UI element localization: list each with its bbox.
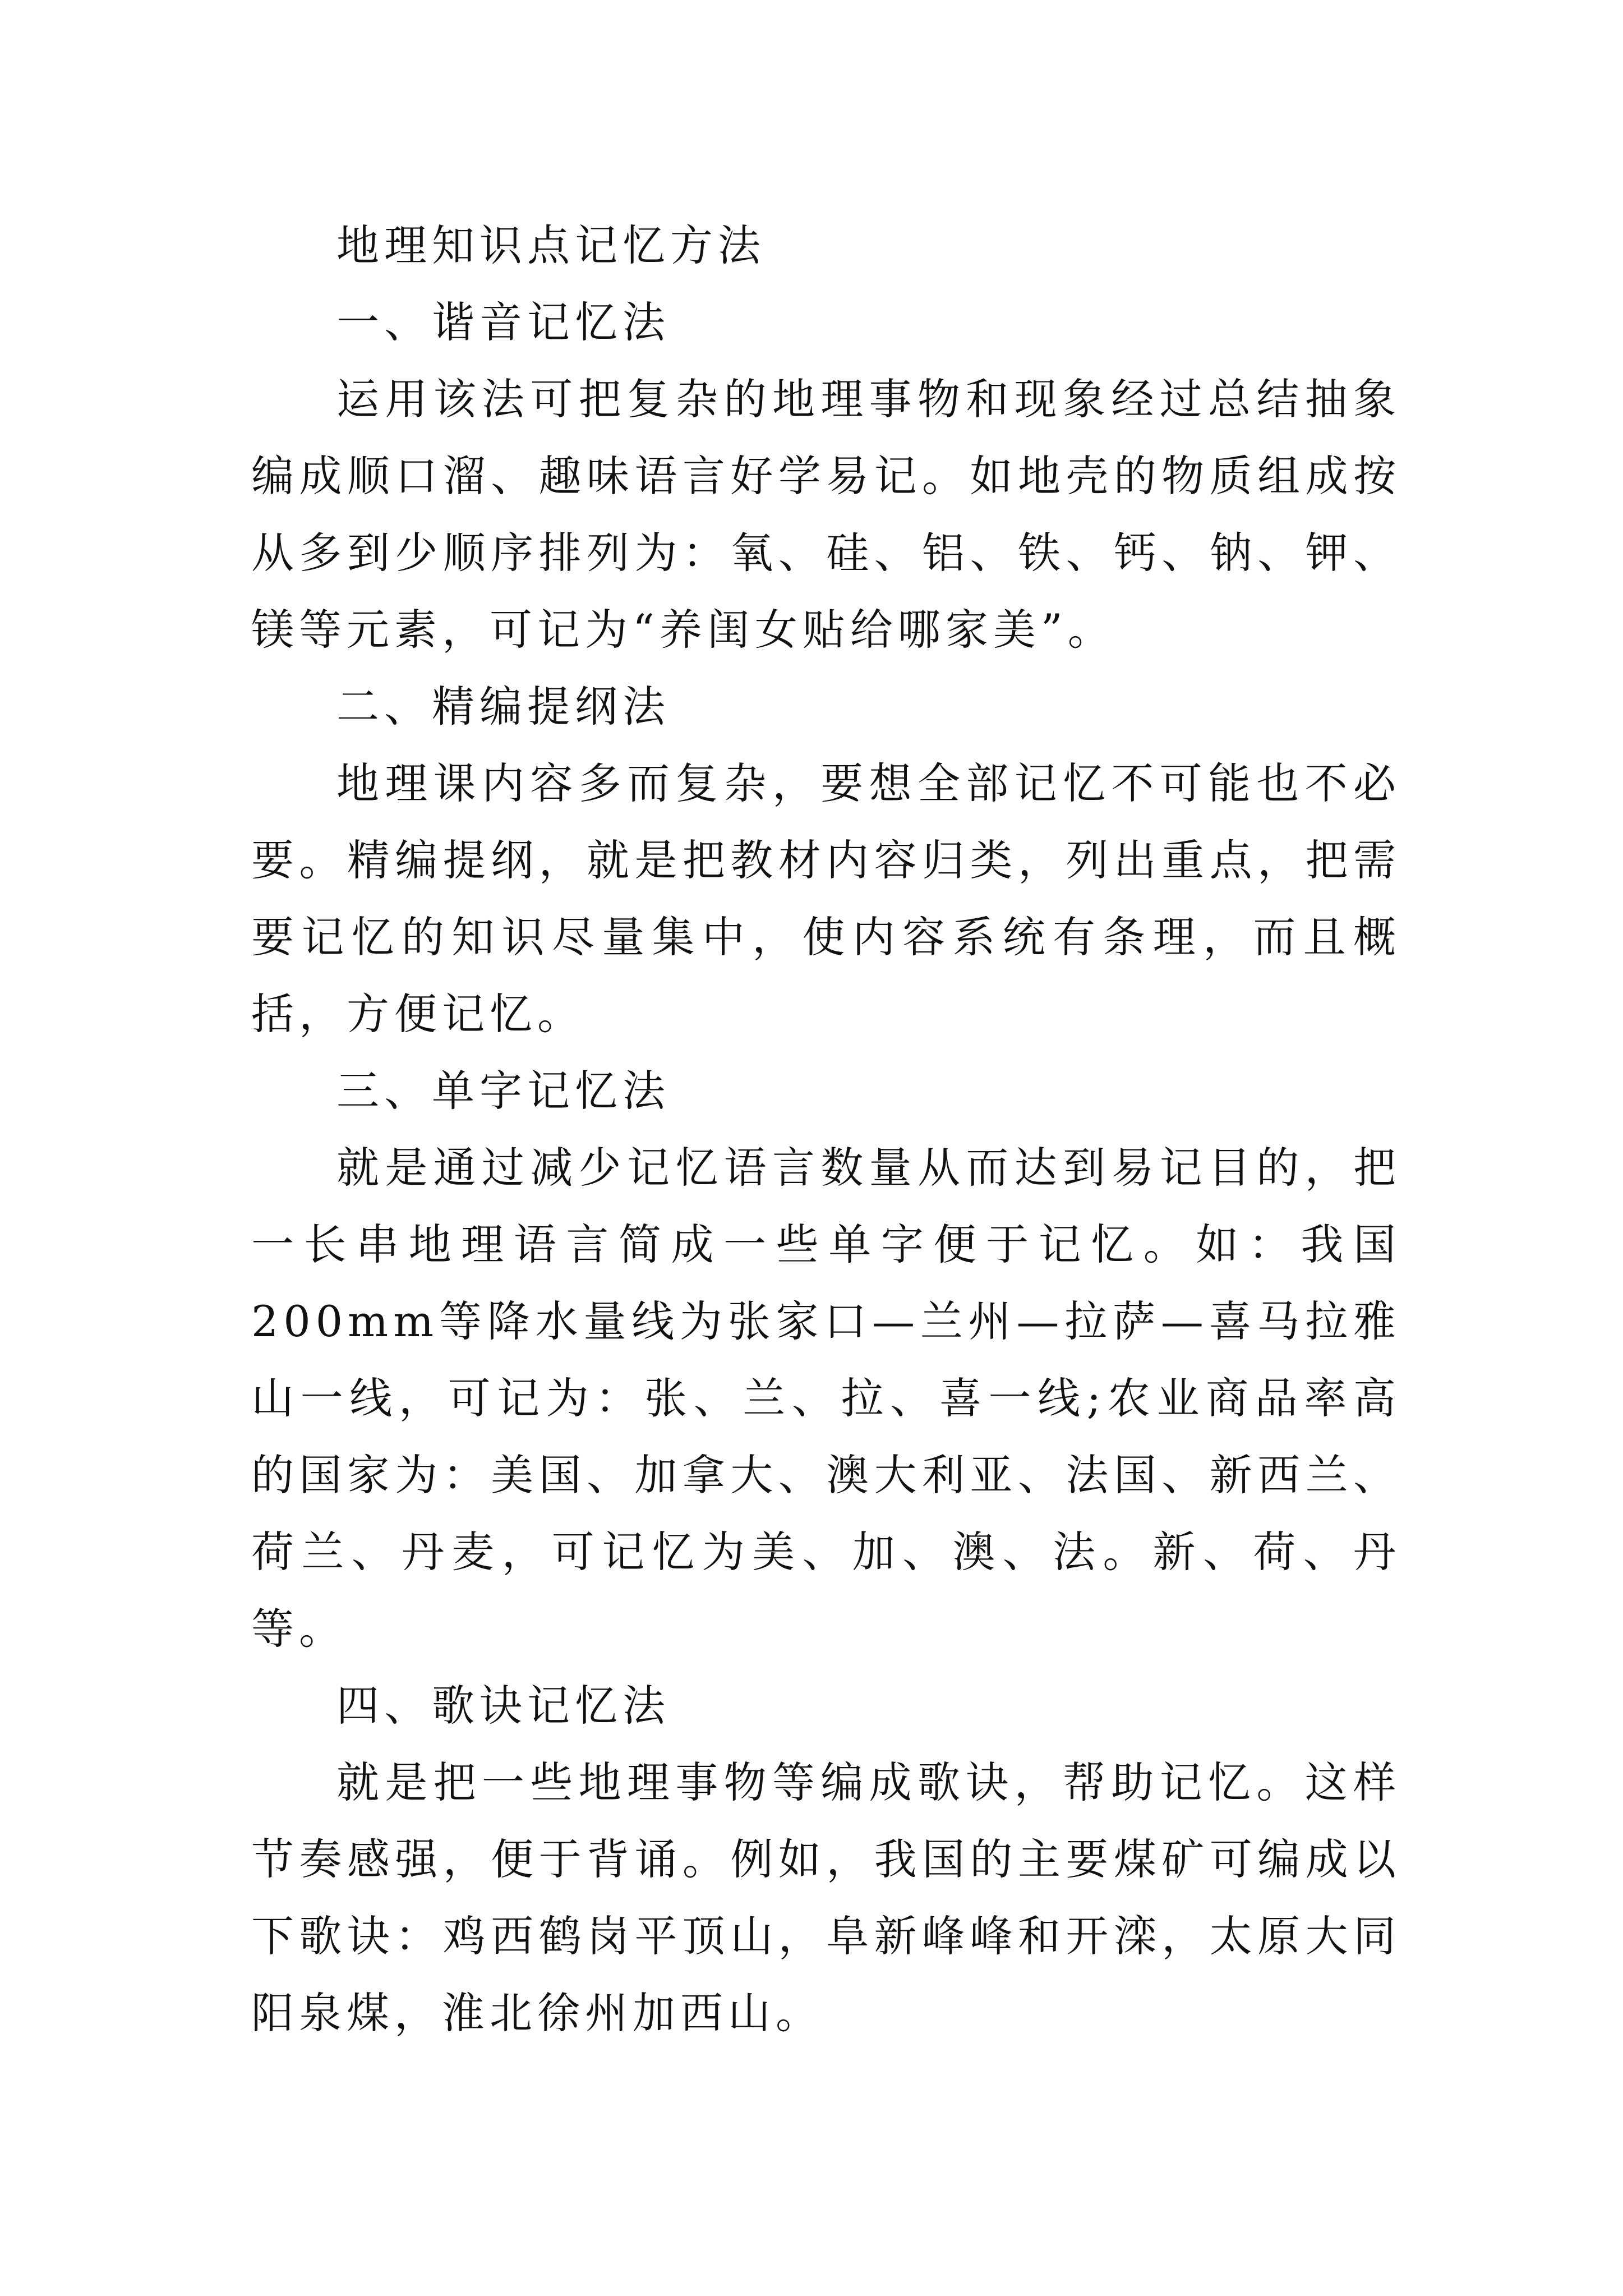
section-paragraph: 就是通过减少记忆语言数量从而达到易记目的，把一长串地理语言简成一些单字便于记忆。如：我国200mm等降水量线为张家口—兰州—拉萨—喜马拉雅山一线，可记为：张、兰、拉、喜一线;农业商品率高的国家为：美国、加拿大、澳大利亚、法国、新西兰、荷兰、丹麦，可记忆为美、加、澳、法。新、荷、丹等。 (251, 1143, 1401, 1654)
section-paragraph: 就是把一些地理事物等编成歌诀，帮助记忆。这样节奏感强，便于背诵。例如，我国的主要煤矿可编成以下歌诀：鸡西鹤岗平顶山，阜新峰峰和开滦，太原大同阳泉煤，淮北徐州加西山。 (251, 1757, 1401, 2038)
section-heading: 四、歌诀记忆法 (336, 1681, 670, 1731)
section-heading: 一、谐音记忆法 (336, 297, 670, 347)
section-heading: 三、单字记忆法 (336, 1066, 670, 1116)
section-paragraph: 地理课内容多而复杂，要想全部记忆不可能也不必要。精编提纲，就是把教材内容归类，列出重点，把需要记忆的知识尽量集中，使内容系统有条理，而且概括，方便记忆。 (251, 758, 1401, 1039)
section-paragraph: 运用该法可把复杂的地理事物和现象经过总结抽象编成顺口溜、趣味语言好学易记。如地壳的物质组成按从多到少顺序排列为：氧、硅、铝、铁、钙、钠、钾、镁等元素，可记为“养闺女贴给哪家美”。 (251, 374, 1401, 655)
section-heading: 二、精编提纲法 (336, 682, 670, 731)
document-body (251, 207, 1401, 2051)
document-title: 地理知识点记忆方法 (336, 220, 766, 270)
